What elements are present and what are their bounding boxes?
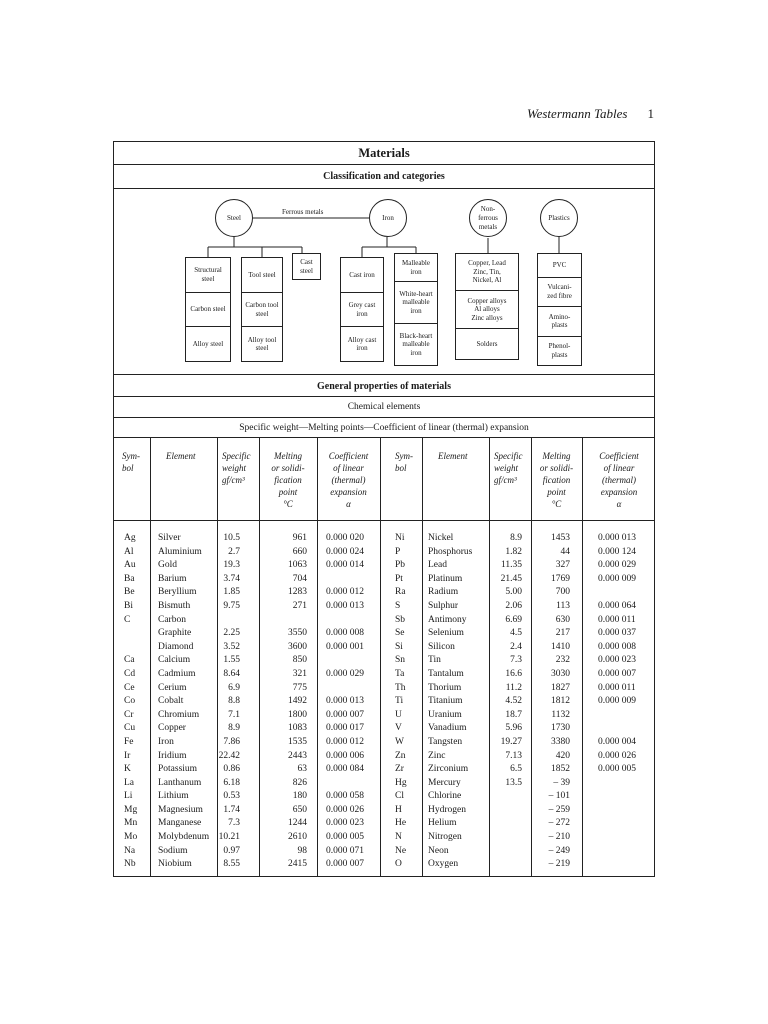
structural-steel: Structural steel (194, 266, 222, 283)
copper-lead-zinc-tin: Copper, Lead Zinc, Tin, Nickel, Al (468, 259, 506, 285)
tool-steel: Tool steel (248, 270, 276, 279)
chemical-elements-title: Chemical elements (114, 397, 654, 418)
plastics-circle (540, 199, 578, 237)
black-heart-malleable-iron: Black-heart malleable iron (395, 323, 437, 365)
col-divider (422, 438, 423, 876)
right-weight-column: 8.9 1.82 11.35 21.45 5.00 2.06 6.69 4.5 2.4 7.3 16.6 11.2 4.52 18.7 5.96 19.27 7.13 6.5 13.5 (500, 533, 522, 788)
cast-iron: Cast iron (349, 270, 375, 279)
header-symbol: Sym- bol (122, 451, 140, 473)
left-weight-column: 10.5 2.7 19.3 3.74 1.85 9.75 2.25 3.52 1.55 8.64 6.9 8.8 7.1 8.9 7.86 22.42 0.86 6.18 0.53 1.74 7.3 10.21 0.97 8.55 (218, 533, 240, 870)
running-header (527, 106, 654, 122)
alloy-cast-iron: Alloy cast iron (341, 326, 383, 361)
cast-steel: Cast steel (300, 258, 313, 275)
grey-cast-iron: Grey cast iron (341, 292, 383, 327)
page-number: 1 (647, 106, 654, 121)
steel-label: Steel (227, 213, 241, 222)
table-title: Materials (114, 142, 654, 165)
malleable-iron-box (394, 253, 438, 366)
aminoplasts: Amino- plasts (538, 306, 581, 335)
header-symbol-right: Sym- bol (395, 451, 413, 473)
header-separator (114, 520, 654, 521)
phenolplasts: Phenol- plasts (538, 336, 581, 365)
left-coefficient-column: 0.000 020 0.000 024 0.000 014 0.000 012 0.000 013 0.000 008 0.000 001 0.000 029 0.000 013 0.000 007 0.000 017 0.000 012 0.000 006 0.000 084 0.000 058 0.000 026 0.000 023 0.000 005 0.000 071 0.000 007 (326, 533, 364, 870)
steel-types-box (185, 257, 231, 362)
right-symbol-column: Ni P Pb Pt Ra S Sb Se Si Sn Ta Th Ti U V W Zn Zr Hg Cl H He N Ne O (395, 533, 407, 870)
alloy-steel: Alloy steel (186, 326, 230, 361)
header-coefficient-right: Coefficient of linear (thermal) expansion α (599, 451, 639, 509)
ferrous-metals-label: Ferrous metals (282, 208, 324, 216)
book-title: Westermann Tables (526, 106, 628, 121)
col-divider (150, 438, 151, 876)
copper-al-zinc-alloys: Copper alloys Al alloys Zinc alloys (456, 290, 518, 327)
plastics-types-box (537, 253, 582, 366)
left-symbol-column: Ag Al Au Ba Be Bi C Ca Cd Ce Co Cr Cu Fe Ir K La Li Mg Mn Mo Na Nb (124, 533, 138, 870)
white-heart-malleable-iron: White-heart malleable iron (395, 281, 437, 323)
left-melting-column: 961 660 1063 704 1283 271 3550 3600 850 321 775 1492 1800 1083 1535 2443 63 826 180 650 1244 2610 98 2415 (288, 533, 307, 870)
general-properties-title: General properties of materials (114, 374, 654, 397)
malleable-iron: Malleable iron (402, 259, 430, 276)
alloy-tool-steel: Alloy tool steel (242, 326, 282, 361)
materials-table (113, 141, 655, 877)
header-specific-weight-right: Specific weight gf/cm³ (494, 451, 523, 485)
header-element-right: Element (438, 451, 468, 461)
vulcanized-fibre: Vulcani- zed fibre (538, 277, 581, 306)
cast-iron-box (340, 257, 384, 362)
iron-circle (369, 199, 407, 237)
right-coefficient-column: 0.000 013 0.000 124 0.000 029 0.000 009 0.000 064 0.000 011 0.000 037 0.000 008 0.000 023 0.000 007 0.000 011 0.000 009 0.000 004 0.000 026 0.000 005 (598, 533, 636, 775)
left-element-column: Silver Aluminium Gold Barium Beryllium Bismuth Carbon Graphite Diamond Calcium Cadmium Cerium Cobalt Chromium Copper Iron Iridium Potassium Lanthanum Lithium Magnesium Manganese Molybdenum Sodium Niobium (158, 533, 210, 870)
specification-title: Specific weight—Melting points—Coefficient of linear (thermal) expansion (114, 418, 654, 438)
nonferrous-types-box (455, 253, 519, 360)
solders: Solders (456, 328, 518, 359)
iron-label: Iron (382, 213, 394, 222)
classification-title: Classification and categories (114, 165, 654, 189)
cast-steel-box (292, 253, 321, 280)
nonferrous-circle (469, 199, 507, 237)
header-melting-point-right: Melting or solidi- fication point °C (539, 451, 574, 509)
carbon-steel: Carbon steel (186, 292, 230, 327)
col-divider (380, 438, 381, 876)
header-specific-weight: Specific weight gf/cm³ (222, 451, 251, 485)
header-melting-point: Melting or solidi- fication point °C (271, 451, 305, 509)
steel-circle (215, 199, 253, 237)
pvc: PVC (552, 261, 567, 270)
plastics-label: Plastics (548, 213, 570, 222)
nonferrous-label: Non- ferrous metals (478, 204, 498, 231)
right-melting-column: 1453 44 327 1769 700 113 630 217 1410 232 3030 1827 1812 1132 1730 3380 420 1852 – 39 – 101 – 259 – 272 – 210 – 249 – 219 (548, 533, 570, 870)
carbon-tool-steel: Carbon tool steel (242, 292, 282, 327)
tool-steel-box (241, 257, 283, 362)
right-element-column: Nickel Phosphorus Lead Platinum Radium Sulphur Antimony Selenium Silicon Tin Tantalum Thorium Titanium Uranium Vanadium Tangsten Zinc Zirconium Mercury Chlorine Hydrogen Helium Nitrogen Neon Oxygen (428, 533, 473, 870)
header-coefficient: Coefficient of linear (thermal) expansion α (328, 451, 369, 509)
classification-diagram (114, 189, 654, 373)
header-element: Element (166, 451, 196, 461)
